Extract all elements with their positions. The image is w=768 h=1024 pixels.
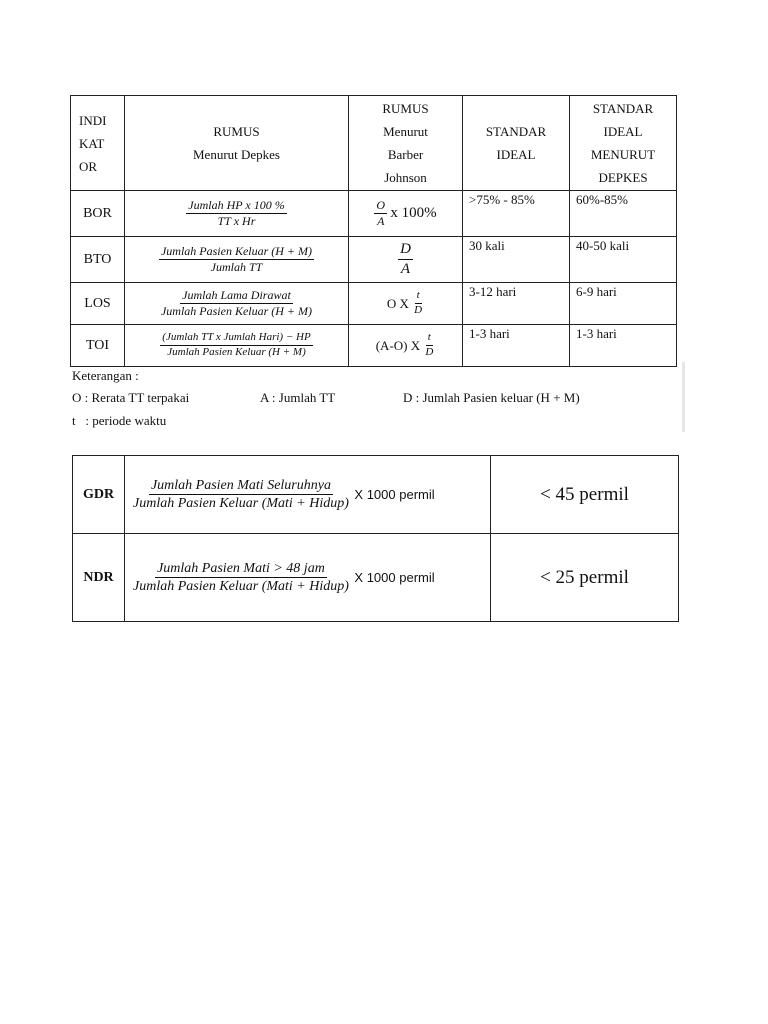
table-row bbox=[71, 191, 677, 237]
notes-title: Keterangan : bbox=[72, 368, 139, 383]
rate-formula: $\frac{\text{Jumlah Pasien Mati Seluruhnya}}{\text{Jumlah Pasien Keluar (Mati + Hidup)}}$ X 1000 permil bbox=[125, 456, 491, 534]
table-row bbox=[73, 456, 679, 534]
indikator-cell: TOI bbox=[71, 325, 125, 367]
indicator-table bbox=[70, 95, 677, 367]
note-o: O : Rerata TT terpakai bbox=[72, 390, 190, 405]
barber-johnson-formula: $\frac{O}{A}$ x 100% bbox=[349, 191, 463, 237]
rate-label: NDR bbox=[73, 534, 125, 622]
margin-mark bbox=[682, 362, 685, 432]
standar-ideal-value: 3-12 hari bbox=[463, 283, 570, 325]
depkes-formula: $\frac{\text{(Jumlah TT x Jumlah Hari) − HP}}{\text{Jumlah Pasien Keluar (H + M)}}$ bbox=[125, 325, 349, 367]
standar-ideal-value: 30 kali bbox=[463, 237, 570, 283]
indikator-cell: LOS bbox=[71, 283, 125, 325]
standar-depkes-value: 1-3 hari bbox=[570, 325, 677, 367]
note-t: t : periode waktu bbox=[72, 413, 167, 428]
header-standar-depkes: STANDAR IDEAL MENURUT DEPKES bbox=[570, 96, 677, 191]
header-standar-ideal: STANDAR IDEAL bbox=[463, 96, 570, 191]
depkes-formula: $\frac{\text{Jumlah HP x 100 \%}}{\text{TT x Hr}}$ bbox=[125, 191, 349, 237]
barber-johnson-formula: $\frac{D}{A}$ bbox=[349, 237, 463, 283]
depkes-formula: $\frac{\text{Jumlah Pasien Keluar (H + M)}}{\text{Jumlah TT}}$ bbox=[125, 237, 349, 283]
table-row bbox=[71, 237, 677, 283]
barber-johnson-formula: (A-O) X $\frac{t}{D}$ bbox=[349, 325, 463, 367]
header-indikator: INDI KAT OR bbox=[71, 96, 125, 191]
header-row bbox=[71, 96, 677, 191]
indikator-cell: BOR bbox=[71, 191, 125, 237]
rate-formula: $\frac{\text{Jumlah Pasien Mati > 48 jam}}{\text{Jumlah Pasien Keluar (Mati + Hidup)}}$ X 1000 permil bbox=[125, 534, 491, 622]
mortality-table bbox=[72, 455, 679, 622]
header-rumus-depkes: RUMUS Menurut Depkes bbox=[125, 96, 349, 191]
table-row bbox=[71, 283, 677, 325]
table-row bbox=[73, 534, 679, 622]
standar-ideal-value: >75% - 85% bbox=[463, 191, 570, 237]
standar-depkes-value: 60%-85% bbox=[570, 191, 677, 237]
header-rumus-barber-johnson: RUMUS Menurut Barber Johnson bbox=[349, 96, 463, 191]
rate-standard: < 45 permil bbox=[491, 456, 679, 534]
barber-johnson-formula: O X $\frac{t}{D}$ bbox=[349, 283, 463, 325]
note-d: D : Jumlah Pasien keluar (H + M) bbox=[403, 390, 580, 405]
standar-depkes-value: 6-9 hari bbox=[570, 283, 677, 325]
rate-label: GDR bbox=[73, 456, 125, 534]
rate-standard: < 25 permil bbox=[491, 534, 679, 622]
table-row bbox=[71, 325, 677, 367]
standar-depkes-value: 40-50 kali bbox=[570, 237, 677, 283]
note-a: A : Jumlah TT bbox=[260, 390, 336, 405]
indikator-cell: BTO bbox=[71, 237, 125, 283]
depkes-formula: $\frac{\text{Jumlah Lama Dirawat}}{\text{Jumlah Pasien Keluar (H + M)}}$ bbox=[125, 283, 349, 325]
standar-ideal-value: 1-3 hari bbox=[463, 325, 570, 367]
